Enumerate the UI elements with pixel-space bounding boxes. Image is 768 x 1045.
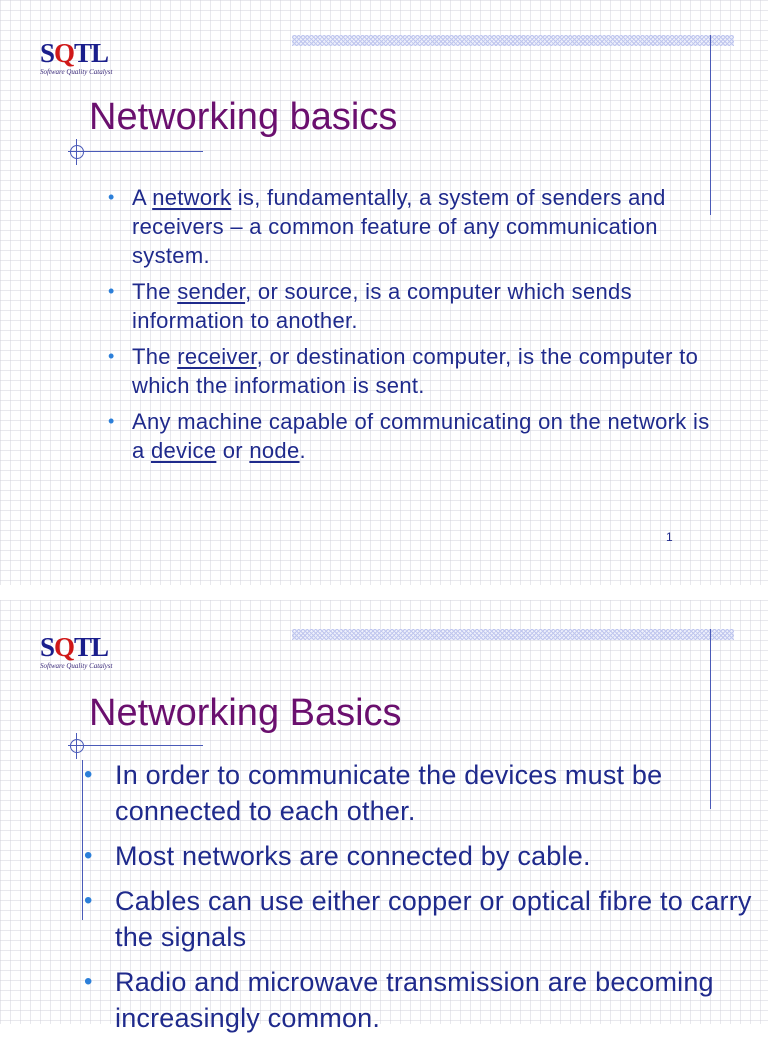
- sqtl-logo: [40, 632, 140, 672]
- bullet-item: • The receiver, or destination computer, is the computer to which the information is sent.: [132, 342, 712, 400]
- logo-letter-q: Q: [54, 632, 75, 662]
- logo-tagline: Software Quality Catalyst: [40, 662, 113, 670]
- sqtl-logo: [40, 38, 140, 78]
- bullet-list: [115, 757, 755, 1045]
- bullet-item: • Radio and microwave transmission are becoming increasingly common.: [115, 964, 755, 1036]
- logo-tagline: Software Quality Catalyst: [40, 68, 113, 76]
- logo-letters-tl: TL: [74, 38, 109, 68]
- bullet-item: • Most networks are connected by cable.: [115, 838, 755, 874]
- bullet-list: [132, 183, 712, 472]
- bullet-item: • The sender, or source, is a computer which sends information to another.: [132, 277, 712, 335]
- header-hatch-band: [292, 629, 734, 640]
- term-sender: sender: [177, 279, 246, 304]
- bullet-item: • In order to communicate the devices must be connected to each other.: [115, 757, 755, 829]
- slide-title: Networking basics: [89, 96, 398, 138]
- header-hatch-band: [292, 35, 734, 46]
- bullet-item: • Cables can use either copper or optical fibre to carry the signals: [115, 883, 755, 955]
- crosshair-ornament: [70, 145, 84, 159]
- slide-gap: [0, 585, 768, 600]
- logo-letter-s: S: [40, 38, 55, 68]
- page-number: 1: [666, 530, 673, 544]
- term-network: network: [152, 185, 232, 210]
- bullet-item: • A network is, fundamentally, a system of senders and receivers – a common feature of any communication system.: [132, 183, 712, 270]
- crosshair-ornament: [70, 739, 84, 753]
- logo-letter-q: Q: [54, 38, 75, 68]
- title-underline-rule: [68, 151, 203, 152]
- term-node: node: [249, 438, 300, 463]
- left-rule: [82, 760, 83, 920]
- slide-title: Networking Basics: [89, 692, 402, 734]
- logo-letters-tl: TL: [74, 632, 109, 662]
- logo-letter-s: S: [40, 632, 55, 662]
- title-underline-rule: [68, 745, 203, 746]
- term-device: device: [150, 438, 217, 463]
- term-receiver: receiver: [177, 344, 257, 369]
- bullet-item: • Any machine capable of communicating on the network is a device or node.: [132, 407, 712, 465]
